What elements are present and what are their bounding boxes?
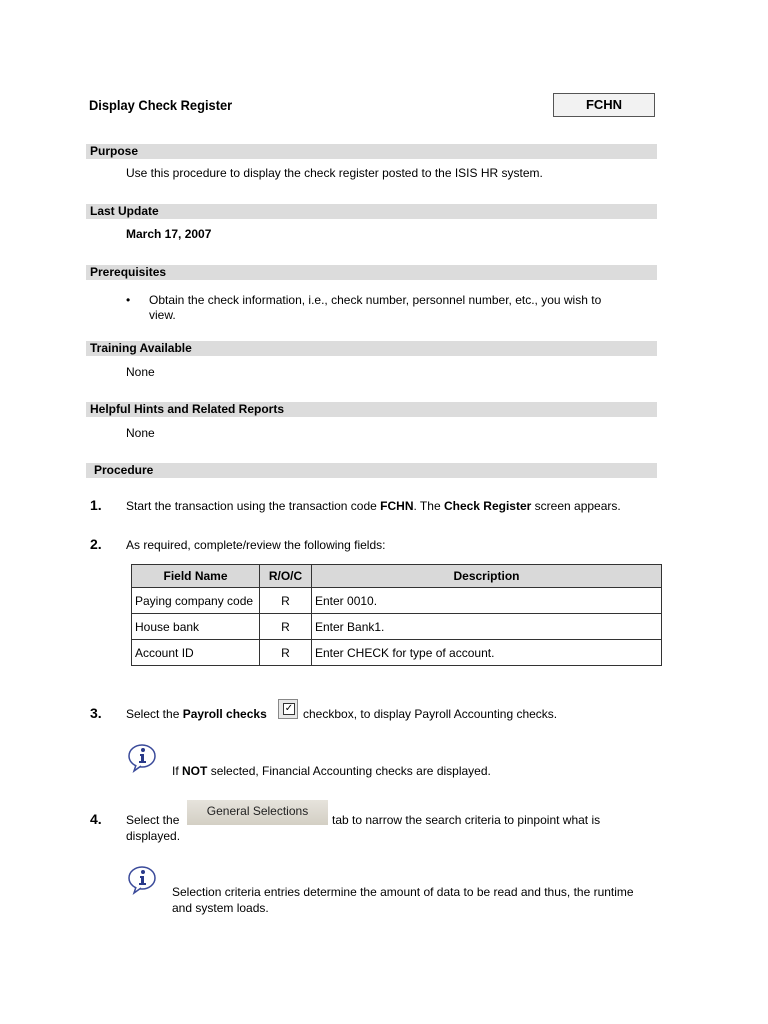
note-2-line2: and system loads. [172, 901, 269, 915]
hints-heading: Helpful Hints and Related Reports [86, 402, 657, 417]
step-2-text: As required, complete/review the following fields: [126, 538, 386, 552]
step-3-post: checkbox, to display Payroll Accounting checks. [303, 707, 558, 721]
step-1-text [126, 499, 621, 514]
last-update-heading: Last Update [86, 204, 657, 219]
table-cell: R [260, 588, 312, 614]
step-1-post: screen appears. [531, 499, 621, 513]
fields-table [131, 564, 662, 666]
step-1-code: FCHN [380, 499, 414, 513]
step-3-pre-text [126, 707, 267, 722]
table-cell: R [260, 640, 312, 666]
note-1-bold: NOT [182, 764, 208, 778]
training-heading: Training Available [86, 341, 657, 356]
table-row [132, 588, 662, 614]
step-3-field: Payroll checks [182, 707, 267, 721]
step-4-number: 4. [90, 811, 102, 827]
step-4-line2: displayed. [126, 829, 181, 843]
column-header: Description [312, 565, 662, 588]
training-text: None [126, 365, 155, 379]
step-4-pre: Select the [126, 813, 180, 827]
step-4-post: tab to narrow the search criteria to pinpoint what is [332, 813, 601, 827]
prerequisites-heading: Prerequisites [86, 265, 657, 280]
note-1-post: selected, Financial Accounting checks are displayed. [207, 764, 491, 778]
purpose-heading: Purpose [86, 144, 657, 159]
prerequisite-line1: Obtain the check information, i.e., check number, personnel number, etc., you wish to [149, 293, 602, 307]
table-cell: R [260, 614, 312, 640]
table-cell: Enter 0010. [312, 588, 662, 614]
table-row [132, 640, 662, 666]
step-1-number: 1. [90, 497, 102, 513]
step-1-mid: . The [413, 499, 444, 513]
general-selections-tab: General Selections [187, 800, 328, 825]
payroll-checks-checkbox-icon [278, 699, 298, 719]
table-row [132, 614, 662, 640]
table-cell: Account ID [132, 640, 260, 666]
table-cell: Paying company code [132, 588, 260, 614]
transaction-code-box: FCHN [553, 93, 655, 117]
bullet-icon: • [126, 293, 131, 307]
table-cell: Enter Bank1. [312, 614, 662, 640]
step-2-number: 2. [90, 536, 102, 552]
column-header: R/O/C [260, 565, 312, 588]
last-update-date: March 17, 2007 [126, 227, 212, 241]
step-3-pre: Select the [126, 707, 183, 721]
checkmark-icon: ✓ [284, 703, 294, 714]
note-1-text [172, 764, 491, 779]
hints-text: None [126, 426, 155, 440]
page-title: Display Check Register [89, 97, 233, 113]
table-header-row [132, 565, 662, 588]
step-1-pre: Start the transaction using the transaction code [126, 499, 381, 513]
step-3-number: 3. [90, 705, 102, 721]
column-header: Field Name [132, 565, 260, 588]
table-cell: House bank [132, 614, 260, 640]
info-icon [127, 865, 157, 895]
table-cell: Enter CHECK for type of account. [312, 640, 662, 666]
prerequisite-line2: view. [149, 308, 176, 322]
note-1-pre: If [172, 764, 183, 778]
info-icon [127, 743, 157, 773]
purpose-text: Use this procedure to display the check register posted to the ISIS HR system. [126, 166, 543, 180]
note-2-line1: Selection criteria entries determine the amount of data to be read and thus, the runtime [172, 885, 634, 899]
step-1-screen: Check Register [443, 499, 532, 513]
procedure-heading: Procedure [86, 463, 657, 478]
